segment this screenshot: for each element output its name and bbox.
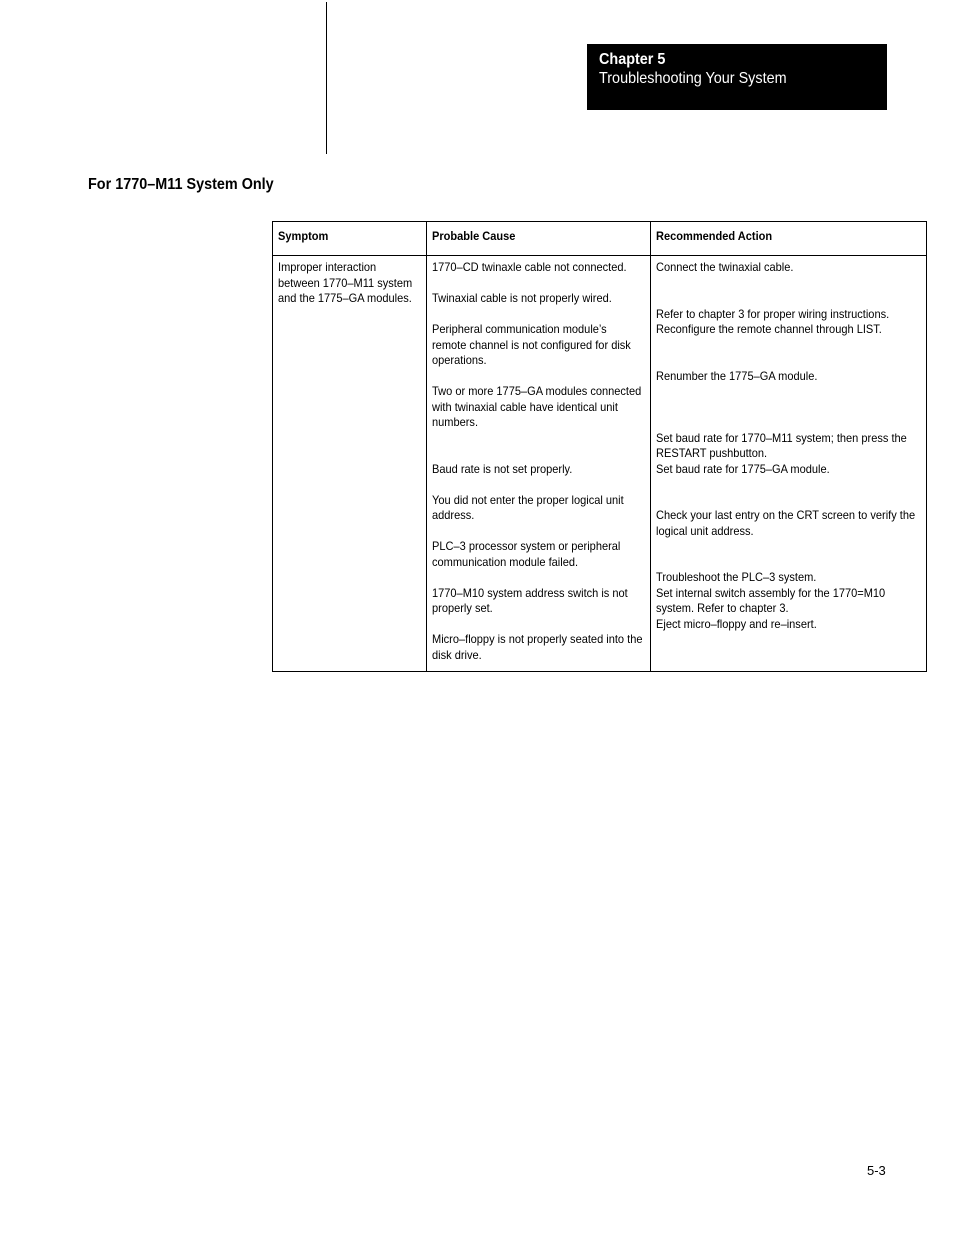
action-item: Reconfigure the remote channel through LIST.	[656, 322, 882, 336]
cause-item: Micro–floppy is not properly seated into the disk drive.	[432, 632, 643, 662]
action-item: Troubleshoot the PLC–3 system.	[656, 570, 817, 584]
column-header-symptom-label: Symptom	[278, 229, 329, 243]
margin-rule	[326, 2, 327, 154]
section-heading: For 1770–M11 System Only	[88, 176, 274, 193]
action-item: Set internal switch assembly for the 1770=M10 system. Refer to chapter 3.	[656, 585, 886, 615]
cause-item: Peripheral communication module’s remote channel is not configured for disk operations.	[432, 322, 631, 367]
column-header-recommended-action	[651, 222, 927, 256]
action-item: Check your last entry on the CRT screen to verify the logical unit address.	[656, 508, 916, 538]
cause-item: You did not enter the proper logical unit address.	[432, 492, 624, 522]
chapter-label: Chapter 5	[599, 51, 666, 68]
cause-item: Baud rate is not set properly.	[432, 461, 573, 476]
cause-item: Twinaxial cable is not properly wired.	[432, 291, 612, 305]
cause-item: Two or more 1775–GA modules connected with twinaxial cable have identical unit numbers.	[432, 384, 642, 429]
symptom-cell	[273, 256, 427, 672]
table-header-row	[273, 222, 927, 256]
probable-cause-cell	[427, 256, 651, 672]
chapter-title: Troubleshooting Your System	[599, 70, 787, 87]
action-item: Set baud rate for 1770–M11 system; then press the RESTART pushbutton.	[656, 430, 907, 460]
cause-item: 1770–M10 system address switch is not properly set.	[432, 585, 628, 615]
column-header-probable-cause	[427, 222, 651, 256]
column-header-symptom	[273, 222, 427, 256]
recommended-action-cell	[651, 256, 927, 672]
action-item: Connect the twinaxial cable.	[656, 260, 794, 274]
symptom-text: Improper interaction between 1770–M11 system and the 1775–GA modules.	[278, 260, 413, 305]
cause-item: PLC–3 processor system or peripheral communication module failed.	[432, 539, 621, 569]
action-item: Renumber the 1775–GA module.	[656, 368, 818, 383]
column-header-probable-cause-label: Probable Cause	[432, 229, 516, 243]
action-item: Eject micro–floppy and re–insert.	[656, 616, 817, 631]
cause-item: 1770–CD twinaxle cable not connected.	[432, 260, 627, 274]
table-row	[273, 256, 927, 672]
troubleshooting-table	[272, 221, 927, 672]
page-number: 5-3	[867, 1163, 886, 1178]
column-header-recommended-action-label: Recommended Action	[656, 229, 773, 243]
action-item: Set baud rate for 1775–GA module.	[656, 461, 830, 476]
action-item: Refer to chapter 3 for proper wiring instructions.	[656, 306, 890, 321]
chapter-header	[587, 44, 887, 110]
